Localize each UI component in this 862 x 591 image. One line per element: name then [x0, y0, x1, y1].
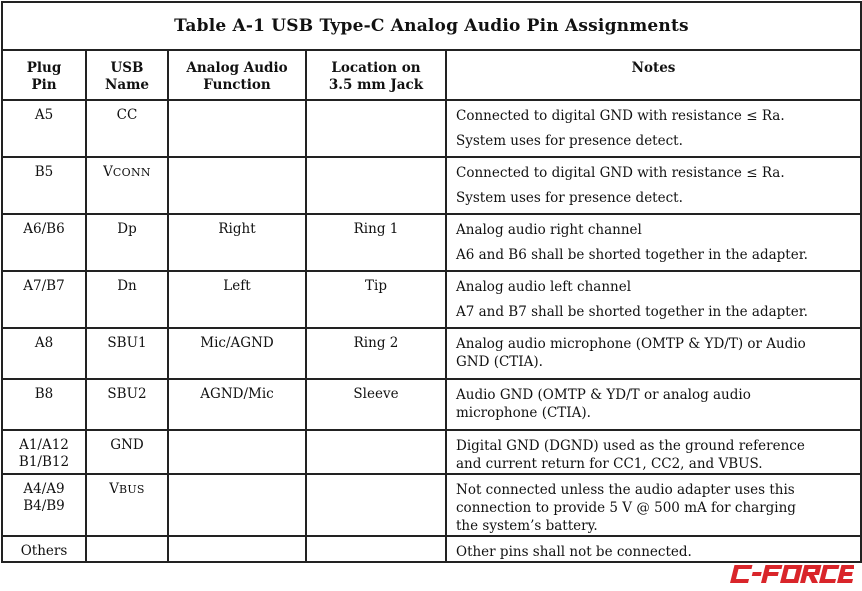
cell-notes [446, 100, 861, 157]
cell-analog-function [168, 100, 306, 157]
note-line: Analog audio microphone (OMTP & YD/T) or Audio [456, 336, 806, 352]
plug-pin-value: A1/A12 [19, 437, 69, 453]
cell-jack-location: Tip [306, 271, 446, 328]
cell-plug-pin [2, 271, 86, 328]
usb-name-value: SBU1 [107, 335, 147, 351]
cell-notes [446, 214, 861, 271]
cell-notes [446, 328, 861, 379]
note-line: Digital GND (DGND) used as the ground reference [456, 438, 805, 454]
cell-usb-name [86, 430, 168, 474]
note-line: and current return for CC1, CC2, and VBUS. [456, 456, 763, 472]
header-notes: Notes [446, 50, 861, 100]
cell-plug-pin [2, 157, 86, 214]
header-row [2, 50, 861, 100]
cell-plug-pin [2, 214, 86, 271]
cell-plug-pin [2, 536, 86, 562]
usb-name-subscript: BUS [118, 483, 145, 496]
note-line: System uses for presence detect. [456, 190, 683, 206]
note-line: connection to provide 5 V @ 500 mA for charging [456, 500, 796, 516]
c-force-logo [728, 563, 854, 585]
note-line: A6 and B6 shall be shorted together in the adapter. [456, 247, 808, 263]
table-row [2, 157, 861, 214]
cell-jack-location [306, 536, 446, 562]
plug-pin-value: B5 [34, 164, 54, 180]
note-line: Other pins shall not be connected. [456, 544, 692, 560]
usb-name-value: Dn [117, 278, 137, 294]
cell-plug-pin [2, 379, 86, 430]
usb-name-value: CC [116, 107, 138, 123]
plug-pin-value: A4/A9 [23, 481, 65, 497]
table-row [2, 214, 861, 271]
cell-usb-name [86, 157, 168, 214]
cell-usb-name [86, 214, 168, 271]
cell-usb-name [86, 328, 168, 379]
cell-jack-location [306, 430, 446, 474]
usb-name-prefix: V [103, 164, 113, 180]
note-line: Analog audio right channel [456, 222, 642, 238]
cell-plug-pin [2, 100, 86, 157]
note-line: GND (CTIA). [456, 354, 543, 370]
usb-name-value: Dp [117, 221, 137, 237]
plug-pin-value: A5 [34, 107, 54, 123]
cell-analog-function [168, 430, 306, 474]
cell-usb-name [86, 100, 168, 157]
note-line: A7 and B7 shall be shorted together in the adapter. [456, 304, 808, 320]
cell-plug-pin [2, 430, 86, 474]
cell-analog-function: Left [168, 271, 306, 328]
plug-pin-value: B1/B12 [18, 454, 70, 470]
plug-pin-value: Others [20, 543, 68, 559]
note-line: microphone (CTIA). [456, 405, 591, 421]
cell-jack-location: Sleeve [306, 379, 446, 430]
cell-analog-function: Mic/AGND [168, 328, 306, 379]
cell-usb-name [86, 536, 168, 562]
note-line: Audio GND (OMTP & YD/T or analog audio [456, 387, 751, 403]
cell-analog-function: AGND/Mic [168, 379, 306, 430]
cell-plug-pin [2, 328, 86, 379]
header-usb-name: USB Name [86, 50, 168, 100]
cell-jack-location [306, 157, 446, 214]
plug-pin-value: A8 [34, 335, 54, 351]
table-row [2, 328, 861, 379]
cell-notes [446, 430, 861, 474]
cell-analog-function [168, 474, 306, 536]
usb-name-value: SBU2 [107, 386, 147, 402]
cell-analog-function: Right [168, 214, 306, 271]
plug-pin-value: B4/B9 [23, 498, 65, 514]
cell-notes [446, 379, 861, 430]
cell-notes [446, 536, 861, 562]
cell-jack-location [306, 474, 446, 536]
cell-analog-function [168, 536, 306, 562]
cell-jack-location: Ring 2 [306, 328, 446, 379]
cell-notes [446, 474, 861, 536]
header-plug-pin: Plug Pin [2, 50, 86, 100]
note-line: Not connected unless the audio adapter uses this [456, 482, 795, 498]
cell-notes [446, 271, 861, 328]
plug-pin-value: B8 [34, 386, 54, 402]
cell-jack-location: Ring 1 [306, 214, 446, 271]
usb-name-prefix: V [109, 481, 119, 497]
usb-name-subscript: CONN [112, 166, 151, 179]
table-title: Table A-1 USB Type-C Analog Audio Pin Assignments [2, 2, 861, 50]
usb-name-value: GND [110, 437, 144, 453]
note-line: System uses for presence detect. [456, 133, 683, 149]
table-row [2, 474, 861, 536]
cell-plug-pin [2, 474, 86, 536]
cell-usb-name [86, 271, 168, 328]
plug-pin-value: A7/B7 [23, 278, 65, 294]
header-location: Location on 3.5 mm Jack [306, 50, 446, 100]
note-line: Connected to digital GND with resistance ≤ Ra. [456, 108, 785, 124]
table-row [2, 536, 861, 562]
note-line: Analog audio left channel [456, 279, 632, 295]
note-line: the system’s battery. [456, 518, 598, 534]
pin-assignment-table [1, 1, 862, 563]
cell-jack-location [306, 100, 446, 157]
table-row [2, 100, 861, 157]
cell-usb-name [86, 474, 168, 536]
table-row [2, 430, 861, 474]
cell-analog-function [168, 157, 306, 214]
header-analog-function: Analog Audio Function [168, 50, 306, 100]
table-row [2, 271, 861, 328]
table-body [2, 100, 861, 562]
plug-pin-value: A6/B6 [23, 221, 65, 237]
cell-usb-name [86, 379, 168, 430]
note-line: Connected to digital GND with resistance ≤ Ra. [456, 165, 785, 181]
table-row [2, 379, 861, 430]
cell-notes [446, 157, 861, 214]
